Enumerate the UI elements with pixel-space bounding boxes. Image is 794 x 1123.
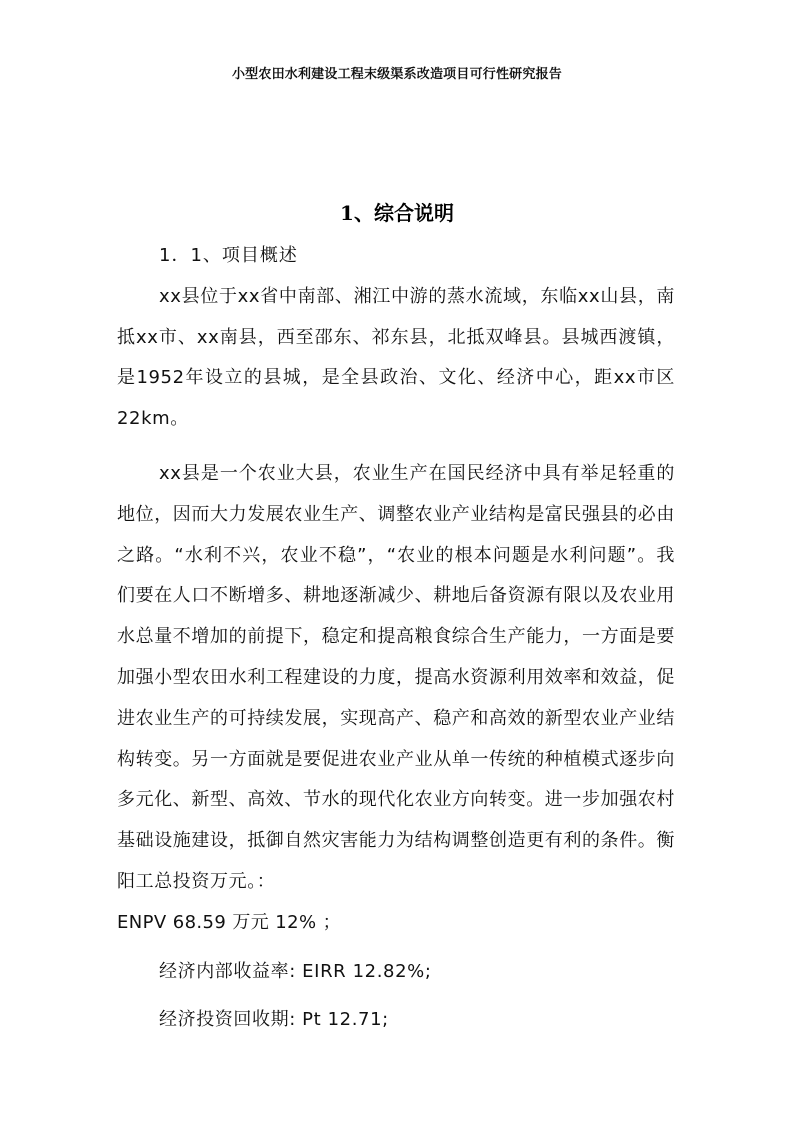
paragraph-location: xx县位于xx省中南部、湘江中游的蒸水流域，东临xx山县，南抵xx市、xx南县，西至邵东、祁东县，北抵双峰县。县城西渡镇，是1952年设立的县城，是全县政治、文化、经济中心，距xx市区22km。 <box>117 285 675 430</box>
pt-line: 经济投资回收期: Pt 12.71; <box>159 1009 389 1031</box>
subsection-heading: 1．1、项目概述 <box>159 245 298 266</box>
paragraph-agriculture: xx县是一个农业大县，农业生产在国民经济中具有举足轻重的地位，因而大力发展农业生产、调整农业产业结构是富民强县的必由之路。“水利不兴，农业不稳”，“农业的根本问题是水利问题”。我们要在人口不断增多、耕地逐渐减少、耕地后备资源有限以及农业用水总量不增加的前提下，稳定和提高粮食综合生产能力，一方面是要加强小型农田水利工程建设的力度，提高水资源利用效率和效益，促进农业生产的可持续发展，实现高产、稳产和高效的新型农业产业结构转变。另一方面就是要促进农业产业从单一传统的种植模式逐步向多元化、新型、高效、节水的现代化农业方向转变。进一步加强农村基础设施建设，抵御自然灾害能力为结构调整创造更有利的条件。衡阳工总投资万元。： <box>117 462 675 892</box>
enpv-line: ENPV 68.59 万元 12% ； <box>117 911 342 933</box>
eirr-line: 经济内部收益率: EIRR 12.82%; <box>159 960 432 982</box>
section-title: 1、综合说明 <box>340 201 454 225</box>
document-body <box>117 236 675 1041</box>
running-header: 小型农田水利建设工程末级渠系改造项目可行性研究报告 <box>231 67 562 82</box>
